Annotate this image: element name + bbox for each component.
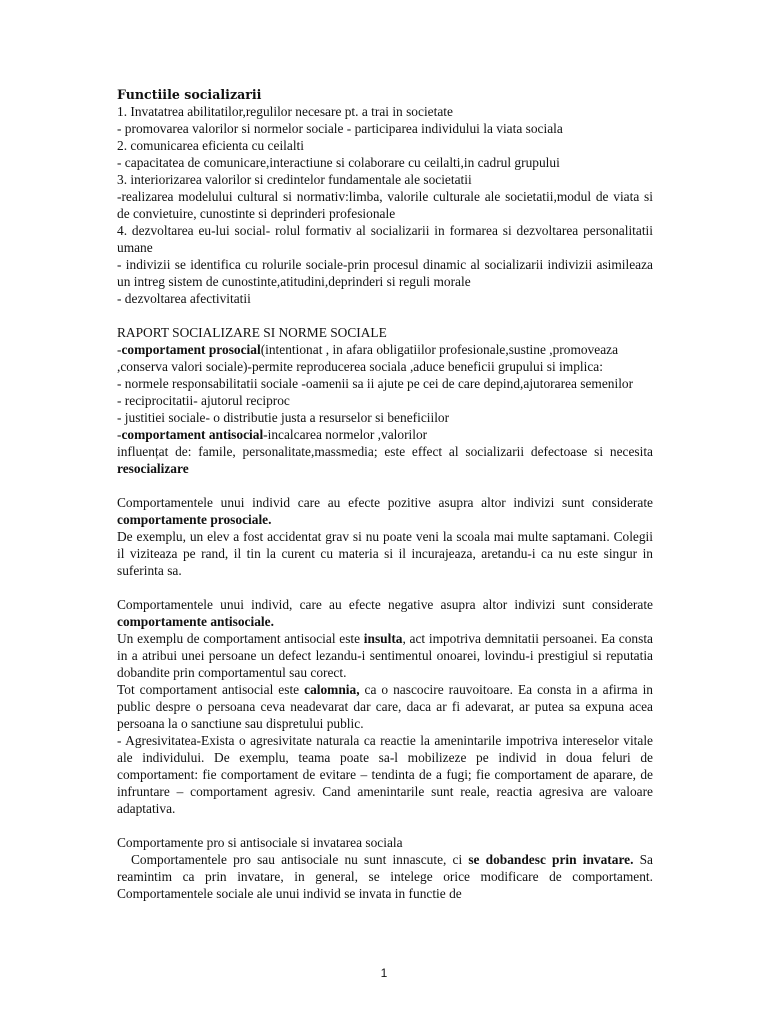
section-title: RAPORT SOCIALIZARE SI NORME SOCIALE (117, 325, 387, 340)
list-detail: - normele responsabilitatii sociale -oamenii sa ii ajute pe cei de care depind,ajutorarea semenilor (117, 376, 634, 391)
dash: - (117, 427, 122, 442)
text-run: Comportamentele unui individ, care au efecte negative asupra altor indivizi sunt considerate (117, 597, 653, 612)
bold-term: comportamente prosociale. (117, 512, 272, 527)
bold-term: comportament prosocial (121, 342, 261, 357)
paragraph: - Agresivitatea-Exista o agresivitate naturala ca reactie la amenintarile impotriva intereselor vitale ale individului. De exemplu, teama poate sa-l mobilizeze pe individ in doua feluri de comportament: fie comportament de evitare – tendinta de a fugi; fie comportament de aparare, de infruntare – comportament agresiv. Cand amenintarile sunt reale, reactia agresiva are valoare adaptativa. (117, 733, 653, 816)
paragraph (117, 494, 653, 528)
section-heading: Functiile socializarii (117, 87, 262, 102)
paragraph: De exemplu, un elev a fost accidentat grav si nu poate veni la scoala mai multe saptamani. Colegii il viziteaza pe rand, il tin la curent cu materia si il incurajeaza, aretandu-i ca nu este singur in suferinta sa. (117, 529, 653, 578)
text-run: Comportamentele pro sau antisociale nu sunt innascute, ci (131, 852, 469, 867)
list-detail: - indivizii se identifica cu rolurile sociale-prin procesul dinamic al socializarii indivizii asimileaza un intreg sistem de cunostinte,atitudini,deprinderi si reguli morale (117, 257, 653, 289)
text-run: Tot comportament antisocial este (117, 682, 305, 697)
list-detail: - justitiei sociale- o distributie justa a resurselor si beneficiilor (117, 410, 450, 425)
paragraph (117, 596, 653, 630)
list-detail: - dezvoltarea afectivitatii (117, 291, 251, 306)
bold-term: comportament antisocial (121, 427, 264, 442)
text-run: -incalcarea normelor ,valorilor (263, 427, 428, 442)
bold-term: insulta (363, 631, 403, 646)
text-run: Sa reamintim ca prin invatare, in general, se intelege orice modificare de comportament. Comportamentele sociale ale unui individ se invata in functie de (117, 852, 653, 901)
text-run: , act impotriva demnitatii persoanei. Ea consta in a atribui unei persoane un defect lezandu-i sentimentul onoarei, lovindu-i prestigiul si reputatia dobandite prin comportamentul sau corect. (117, 631, 653, 680)
document-body (117, 86, 653, 902)
list-detail: - promovarea valorilor si normelor sociale - participarea individului la viata sociala (117, 121, 563, 136)
text-run: Un exemplu de comportament antisocial este (117, 631, 364, 646)
list-item: 2. comunicarea eficienta cu ceilalti (117, 138, 304, 153)
text-run: (intentionat , in afara obligatiilor profesionale,sustine ,promoveaza ,conserva valori sociale)-permite reproducerea sociala ,aduce beneficii grupului si implica: (117, 342, 619, 374)
dash: - (117, 342, 122, 357)
paragraph (117, 681, 653, 732)
text-run: influențat de: famile, personalitate,massmedia; este effect al socializarii defectoase si necesita (117, 444, 653, 459)
paragraph (117, 426, 653, 443)
text-run: ca o nascocire rauvoitoare. Ea consta in a afirma in public despre o persoana ceva neadevarat dar care, daca ar fi adevarat, ar putea sa expuna acea persoana la o sanctiune sau dispretului public. (117, 682, 653, 731)
list-detail: -realizarea modelului cultural si normativ:limba, valorile culturale ale societatii,modul de viata si de convietuire, cunostinte si deprinderi profesionale (117, 189, 653, 221)
list-detail: - capacitatea de comunicare,interactiune si colaborare cu ceilalti,in cadrul grupului (117, 155, 560, 170)
bold-term: se dobandesc prin invatare. (468, 852, 634, 867)
bold-term: calomnia, (304, 682, 360, 697)
bold-term: resocializare (117, 461, 189, 476)
list-item: 4. dezvoltarea eu-lui social- rolul formativ al socializarii in formarea si dezvoltarea personalitatii umane (117, 223, 653, 255)
bold-term: comportamente antisociale. (117, 614, 274, 629)
paragraph (117, 341, 653, 375)
list-item: 3. interiorizarea valorilor si credintelor fundamentale ale societatii (117, 172, 472, 187)
text-run: Comportamentele unui individ care au efecte pozitive asupra altor indivizi sunt considerate (117, 495, 653, 510)
section-title: Comportamente pro si antisociale si invatarea sociala (117, 835, 403, 850)
page-number: 1 (380, 966, 388, 980)
list-item: 1. Invatatrea abilitatilor,regulilor necesare pt. a trai in societate (117, 104, 453, 119)
paragraph (117, 443, 653, 477)
list-detail: - reciprocitatii- ajutorul reciproc (117, 393, 290, 408)
paragraph (117, 630, 653, 681)
paragraph (117, 851, 653, 902)
